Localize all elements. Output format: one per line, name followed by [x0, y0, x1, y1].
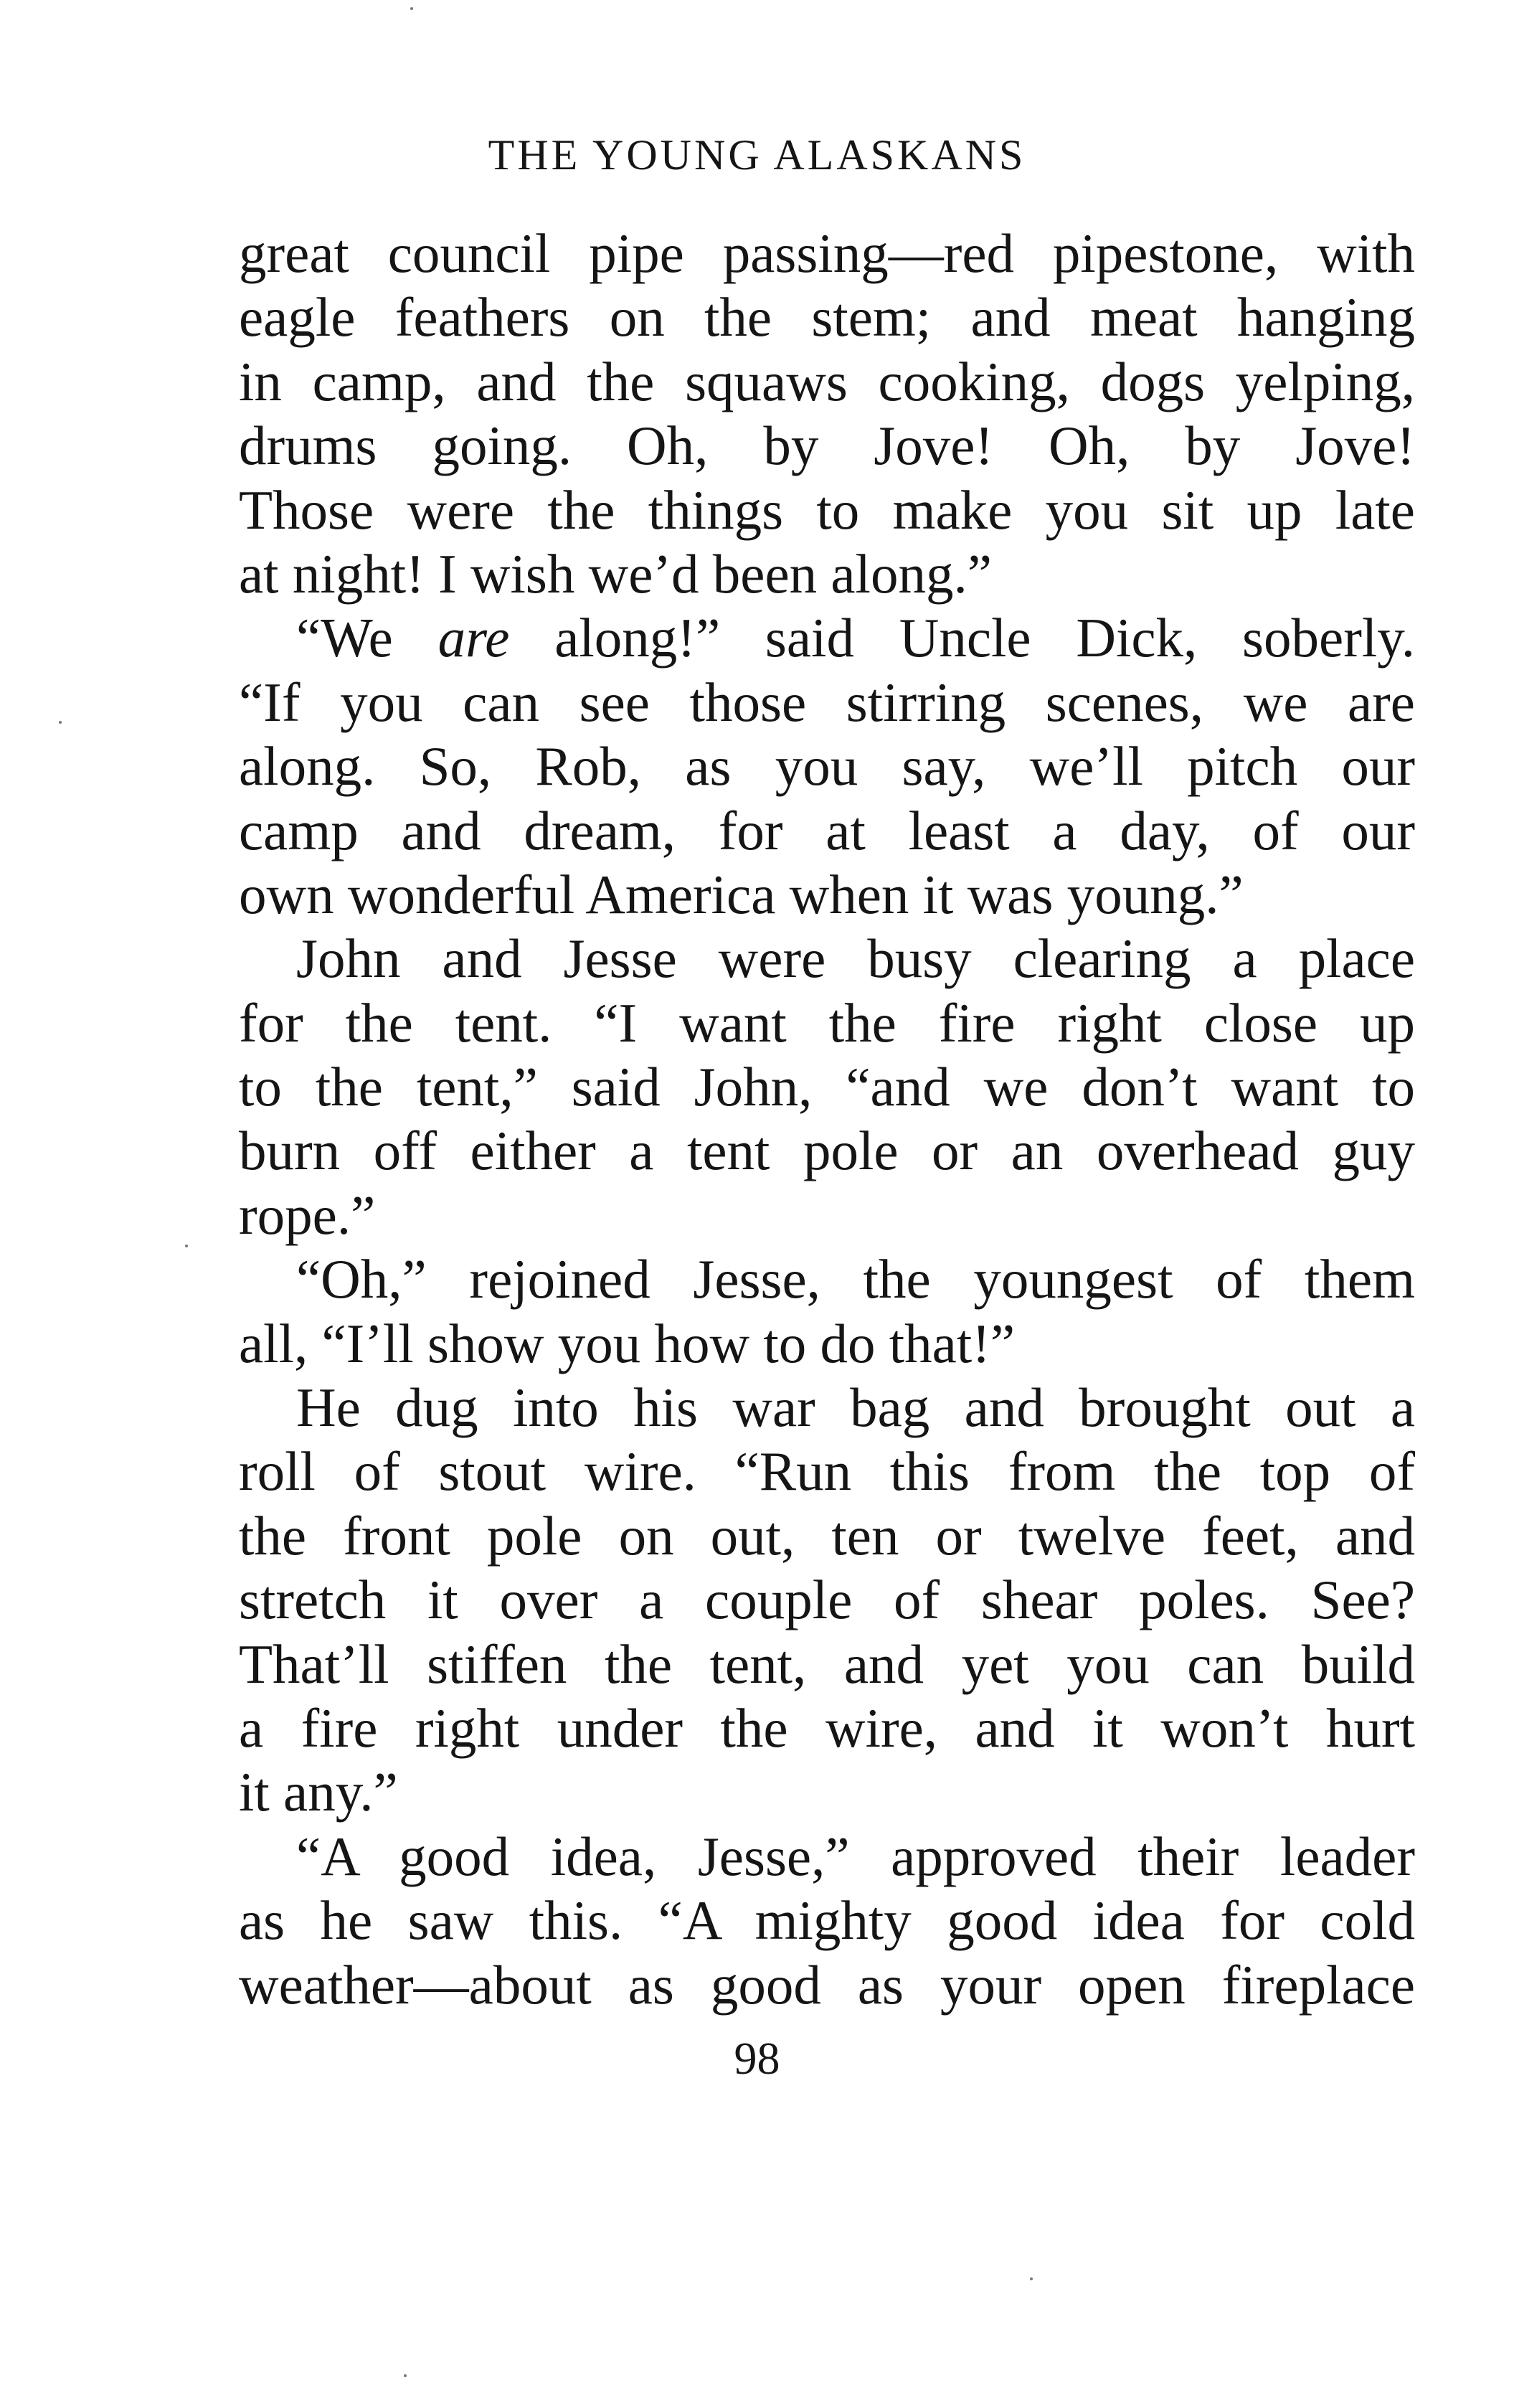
body-text	[239, 222, 1415, 2017]
text-line	[239, 1247, 1415, 1311]
text-line	[239, 1312, 1415, 1376]
text-run: “Oh,” rejoined Jesse, the youngest of them	[296, 1248, 1415, 1311]
text-run: He dug into his war bag and brought out a	[296, 1377, 1415, 1439]
text-run: “If you can see those stirring scenes, we are	[239, 671, 1415, 733]
text-line	[239, 927, 1415, 991]
text-line	[239, 478, 1415, 542]
text-line	[239, 991, 1415, 1055]
text-run: as he saw this. “A mighty good idea for cold	[239, 1889, 1415, 1952]
text-run: it any.”	[239, 1761, 398, 1823]
text-line	[239, 1376, 1415, 1440]
text-run: John and Jesse were busy clearing a place	[296, 927, 1415, 990]
text-run: at night! I wish we’d been along.”	[239, 542, 992, 605]
text-run: the front pole on out, ten or twelve feet, and	[239, 1504, 1415, 1567]
text-line	[239, 1633, 1415, 1696]
text-run: to the tent,” said John, “and we don’t want to	[239, 1056, 1415, 1118]
text-line	[239, 606, 1415, 670]
text-run: Those were the things to make you sit up late	[239, 478, 1415, 541]
text-line	[239, 1760, 1415, 1824]
text-run: stretch it over a couple of shear poles. See?	[239, 1569, 1415, 1631]
text-line	[239, 863, 1415, 927]
text-run: along. So, Rob, as you say, we’ll pitch our	[239, 735, 1415, 798]
text-run: great council pipe passing—red pipestone, with	[239, 222, 1415, 284]
text-line	[239, 542, 1415, 606]
text-run: roll of stout wire. “Run this from the top of	[239, 1440, 1415, 1503]
text-run: rope.”	[239, 1184, 376, 1246]
text-line	[239, 1504, 1415, 1568]
text-line	[239, 1568, 1415, 1632]
page-number: 98	[734, 2033, 780, 2084]
text-run: a fire right under the wire, and it won’t hurt	[239, 1696, 1415, 1759]
text-line	[239, 799, 1415, 863]
text-line	[239, 735, 1415, 798]
text-line	[239, 1825, 1415, 1889]
running-head: THE YOUNG ALASKANS	[488, 131, 1026, 179]
text-line	[239, 350, 1415, 414]
text-line	[239, 1696, 1415, 1760]
text-run: own wonderful America when it was young.”	[239, 863, 1244, 925]
text-line	[239, 285, 1415, 349]
text-line	[239, 414, 1415, 478]
italic-emphasis: are	[437, 607, 510, 669]
text-line	[239, 222, 1415, 285]
text-run: “We	[296, 607, 438, 669]
text-line	[239, 1440, 1415, 1503]
print-speck	[59, 721, 62, 724]
text-run: all, “I’ll show you how to do that!”	[239, 1312, 1016, 1374]
text-line	[239, 1953, 1415, 2017]
text-run: camp and dream, for at least a day, of our	[239, 799, 1415, 861]
text-run: along!” said Uncle Dick, soberly.	[509, 607, 1415, 669]
text-line	[239, 1184, 1415, 1247]
text-line	[239, 671, 1415, 735]
text-run: That’ll stiffen the tent, and yet you can build	[239, 1633, 1415, 1695]
print-speck	[185, 1245, 188, 1247]
print-speck	[410, 7, 413, 10]
print-speck	[404, 2374, 407, 2377]
text-run: weather—about as good as your open fireplace	[239, 1953, 1415, 2016]
text-run: drums going. Oh, by Jove! Oh, by Jove!	[239, 415, 1415, 477]
text-run: in camp, and the squaws cooking, dogs yelping,	[239, 350, 1415, 412]
text-line	[239, 1055, 1415, 1119]
text-run: for the tent. “I want the fire right close up	[239, 991, 1415, 1054]
text-run: burn off either a tent pole or an overhead guy	[239, 1120, 1415, 1182]
text-run: “A good idea, Jesse,” approved their leader	[296, 1825, 1415, 1887]
text-line	[239, 1119, 1415, 1183]
text-run: eagle feathers on the stem; and meat hanging	[239, 286, 1415, 349]
print-speck	[1030, 2277, 1033, 2280]
text-line	[239, 1889, 1415, 1953]
